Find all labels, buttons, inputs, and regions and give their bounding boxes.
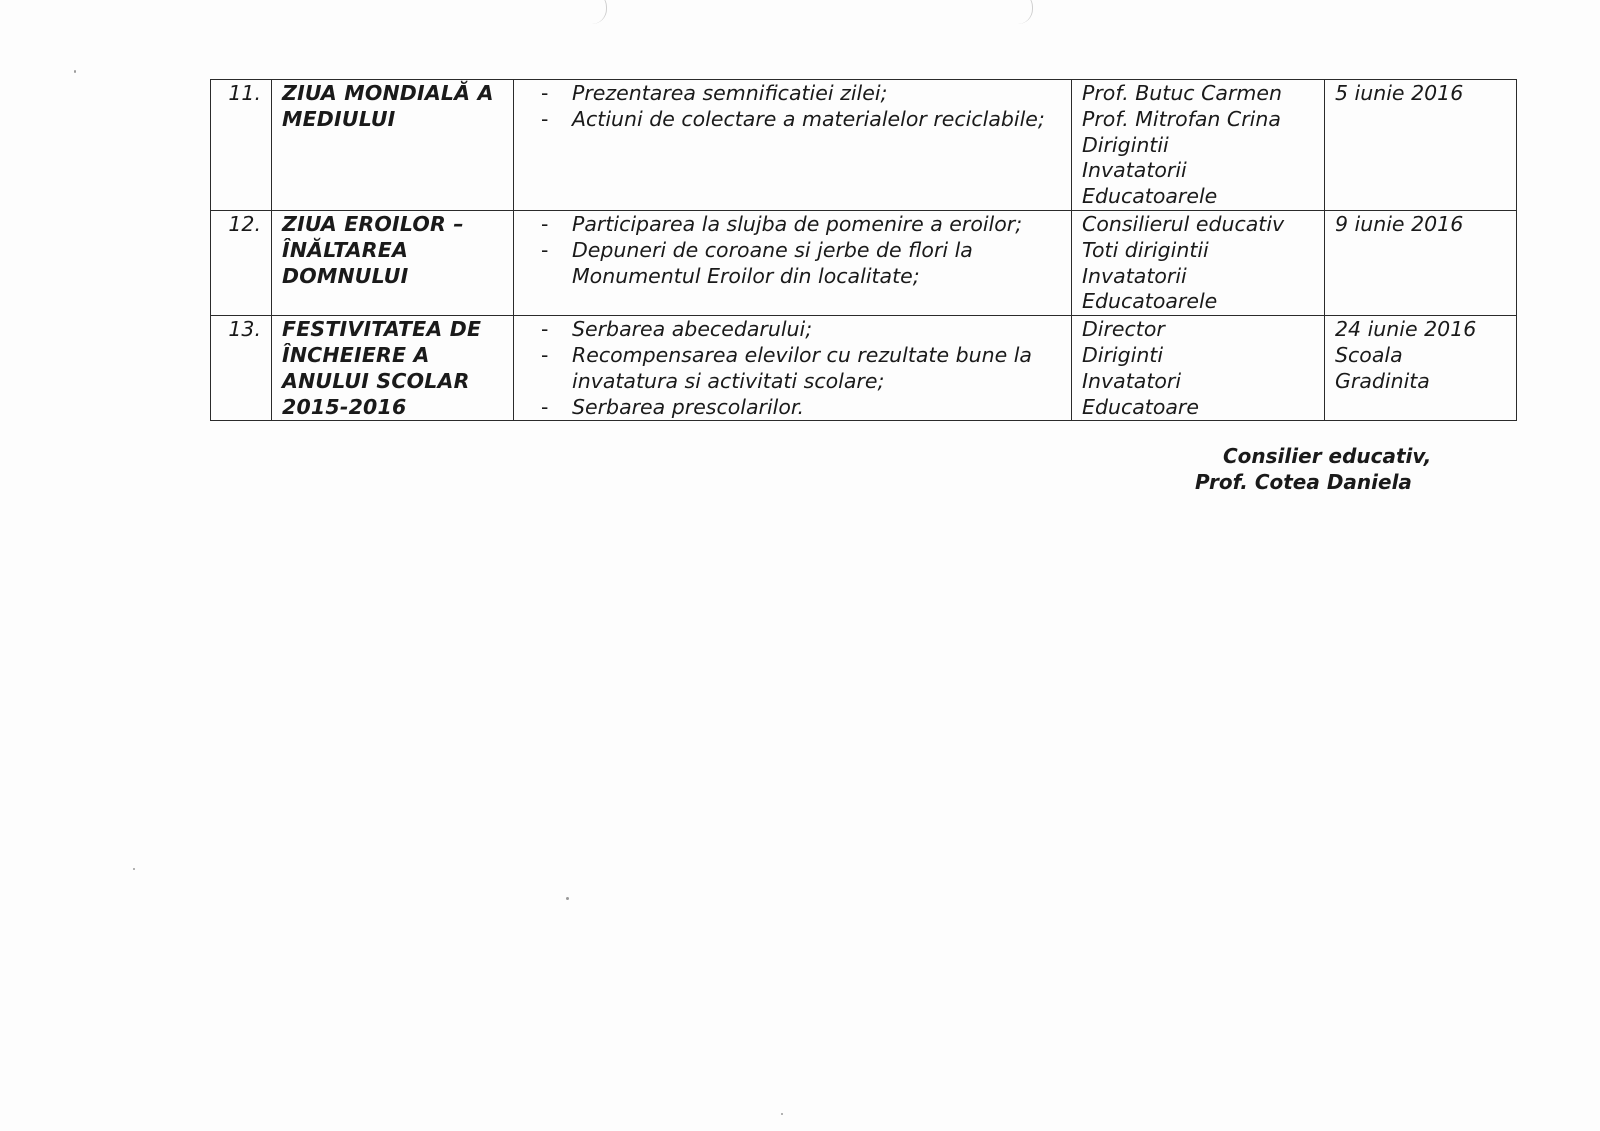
date-line: 24 iunie 2016 [1335,317,1477,342]
activity-line: invatatura si activitati scolare; [572,368,885,393]
activity-item [524,81,1061,107]
scan-speck [781,1113,783,1115]
responsible-line: Dirigintii [1082,132,1169,157]
activity-title [272,316,514,421]
scan-speck [133,868,135,870]
date-line: Scoala [1335,342,1403,367]
responsible-line: Prof. Mitrofan Crina [1082,106,1281,131]
title-line: ÎNĂLTAREA [282,237,409,262]
activity-item [524,107,1061,133]
activity-plan-table [210,79,1517,421]
responsible-line: Diriginti [1082,342,1164,367]
table-row [211,80,1517,211]
responsible-line: Consilierul educativ [1082,211,1285,236]
title-line: ZIUA MONDIALĂ A [282,81,494,105]
punch-hole-mark [1018,0,1033,24]
date-line: 9 iunie 2016 [1335,211,1464,236]
scan-speck [566,897,569,900]
activity-title [272,210,514,315]
title-line: ZIUA EROILOR – [282,211,464,236]
activity-item [524,317,1061,343]
responsible-line: Invatatorii [1082,158,1187,183]
date-line: 5 iunie 2016 [1335,81,1464,105]
date-cell [1325,210,1517,315]
table-row [211,210,1517,315]
title-line: 2015-2016 [282,394,407,419]
responsible-line: Invatatori [1082,368,1182,393]
title-line: ANULUI SCOLAR [282,368,470,393]
title-line: FESTIVITATEA DE [282,317,482,342]
activity-line: - Recompensarea elevilor cu rezultate bune la [572,342,1032,367]
activity-line: - Prezentarea semnificatiei zilei; [572,81,888,105]
activity-line: - Participarea la slujba de pomenire a eroilor; [572,211,1023,236]
title-line: MEDIULUI [282,106,396,131]
responsible-line: Prof. Butuc Carmen [1082,81,1282,105]
activity-item [524,343,1061,395]
activity-item [524,238,1061,290]
activity-line: - Serbarea prescolarilor. [572,394,804,419]
signature-name: Prof. Cotea Daniela [1195,470,1412,494]
responsible-line: Educatoarele [1082,184,1218,209]
activity-item [524,212,1061,238]
activity-title [272,80,514,211]
title-line: DOMNULUI [282,263,409,288]
row-number: 12. [211,210,272,315]
signature-role: Consilier educativ, [1223,444,1432,468]
responsible-line: Invatatorii [1082,263,1187,288]
activities-cell [514,316,1072,421]
activity-item [524,395,1061,421]
responsible-line: Toti dirigintii [1082,237,1209,262]
activity-line: - Depuneri de coroane si jerbe de flori la [572,237,973,262]
table-row [211,316,1517,421]
responsible-line: Educatoarele [1082,289,1218,314]
activity-line: - Actiuni de colectare a materialelor reciclabile; [572,106,1045,131]
row-number: 13. [211,316,272,421]
responsible-cell [1072,80,1325,211]
activity-line: Monumentul Eroilor din localitate; [572,263,920,288]
signature-block [1180,443,1440,495]
date-line: Gradinita [1335,368,1430,393]
title-line: ÎNCHEIERE A [282,342,430,367]
activities-cell [514,80,1072,211]
activities-cell [514,210,1072,315]
responsible-cell [1072,210,1325,315]
scan-speck [74,70,76,73]
row-number: 11. [211,80,272,211]
responsible-cell [1072,316,1325,421]
punch-hole-mark [592,0,607,24]
responsible-line: Educatoare [1082,394,1199,419]
responsible-line: Director [1082,317,1165,342]
date-cell [1325,80,1517,211]
date-cell [1325,316,1517,421]
activity-line: - Serbarea abecedarului; [572,317,813,342]
